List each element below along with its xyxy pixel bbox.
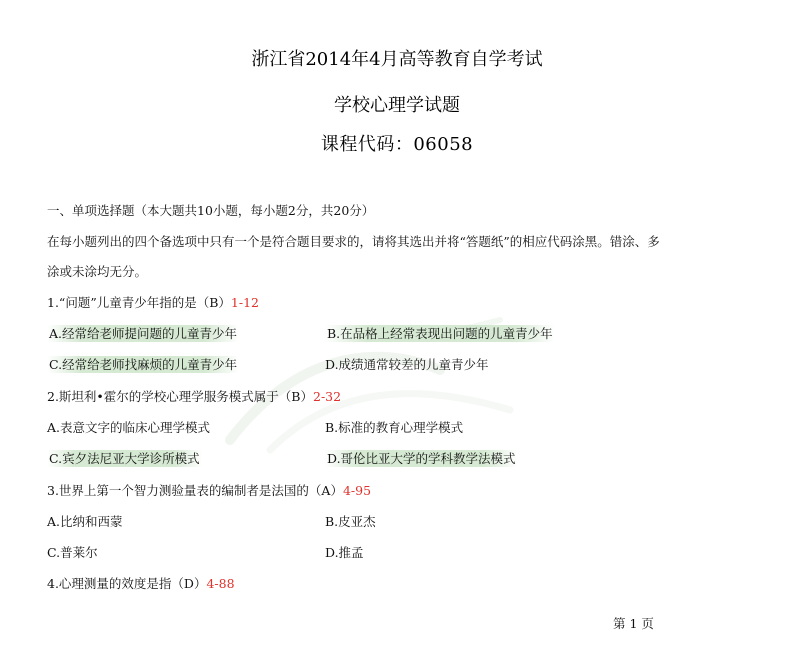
page-number: 第 1 页: [613, 616, 654, 631]
option-a: A.表意文字的临床心理学模式: [47, 420, 211, 435]
exam-title: 浙江省2014年4月高等教育自学考试: [251, 49, 543, 70]
option-d: D.哥伦比亚大学的学科教学法模式: [327, 451, 516, 466]
instruction-text: 在每小题列出的四个备选项中只有一个是符合题目要求的，请将其选出并将“答题纸”的相应代码涂黑。错涂、多: [47, 234, 660, 249]
option-b: B.在品格上经常表现出问题的儿童青少年: [327, 326, 553, 341]
question-stem: 3.世界上第一个智力测验量表的编制者是法国的（A）: [47, 483, 343, 498]
question-stem: 2.斯坦利•霍尔的学校心理学服务模式属于（B）: [47, 389, 313, 404]
subject-title: 学校心理学试题: [334, 95, 460, 116]
course-code: 课程代码：06058: [320, 134, 474, 155]
question-3: [47, 483, 371, 499]
option-b: B.皮亚杰: [325, 514, 376, 529]
question-1: [47, 295, 259, 311]
option-d: D.成绩通常较差的儿童青少年: [325, 357, 489, 372]
option-a: A.比纳和西蒙: [47, 514, 123, 529]
page-reference: 1-12: [230, 295, 259, 310]
option-c: C.经常给老师找麻烦的儿童青少年: [49, 357, 238, 372]
question-2: [47, 389, 341, 405]
question-stem: 1.“问题”儿童青少年指的是（B）: [47, 295, 231, 310]
page-reference: 4-88: [206, 576, 235, 591]
option-c: C.宾夕法尼亚大学诊所模式: [49, 451, 200, 466]
option-b: B.标准的教育心理学模式: [325, 420, 464, 435]
question-stem: 4.心理测量的效度是指（D）: [47, 576, 207, 591]
page-reference: 4-95: [342, 483, 372, 498]
instruction-text-cont: 涂或未涂均无分。: [47, 264, 148, 279]
page-reference: 2-32: [313, 389, 342, 404]
question-4: [47, 576, 235, 592]
option-a: A.经常给老师提问题的儿童青少年: [49, 326, 238, 341]
section-heading: 一、单项选择题（本大题共10小题，每小题2分，共20分）: [47, 203, 375, 218]
option-c: C.普莱尔: [47, 545, 98, 560]
option-d: D.推孟: [325, 545, 364, 560]
